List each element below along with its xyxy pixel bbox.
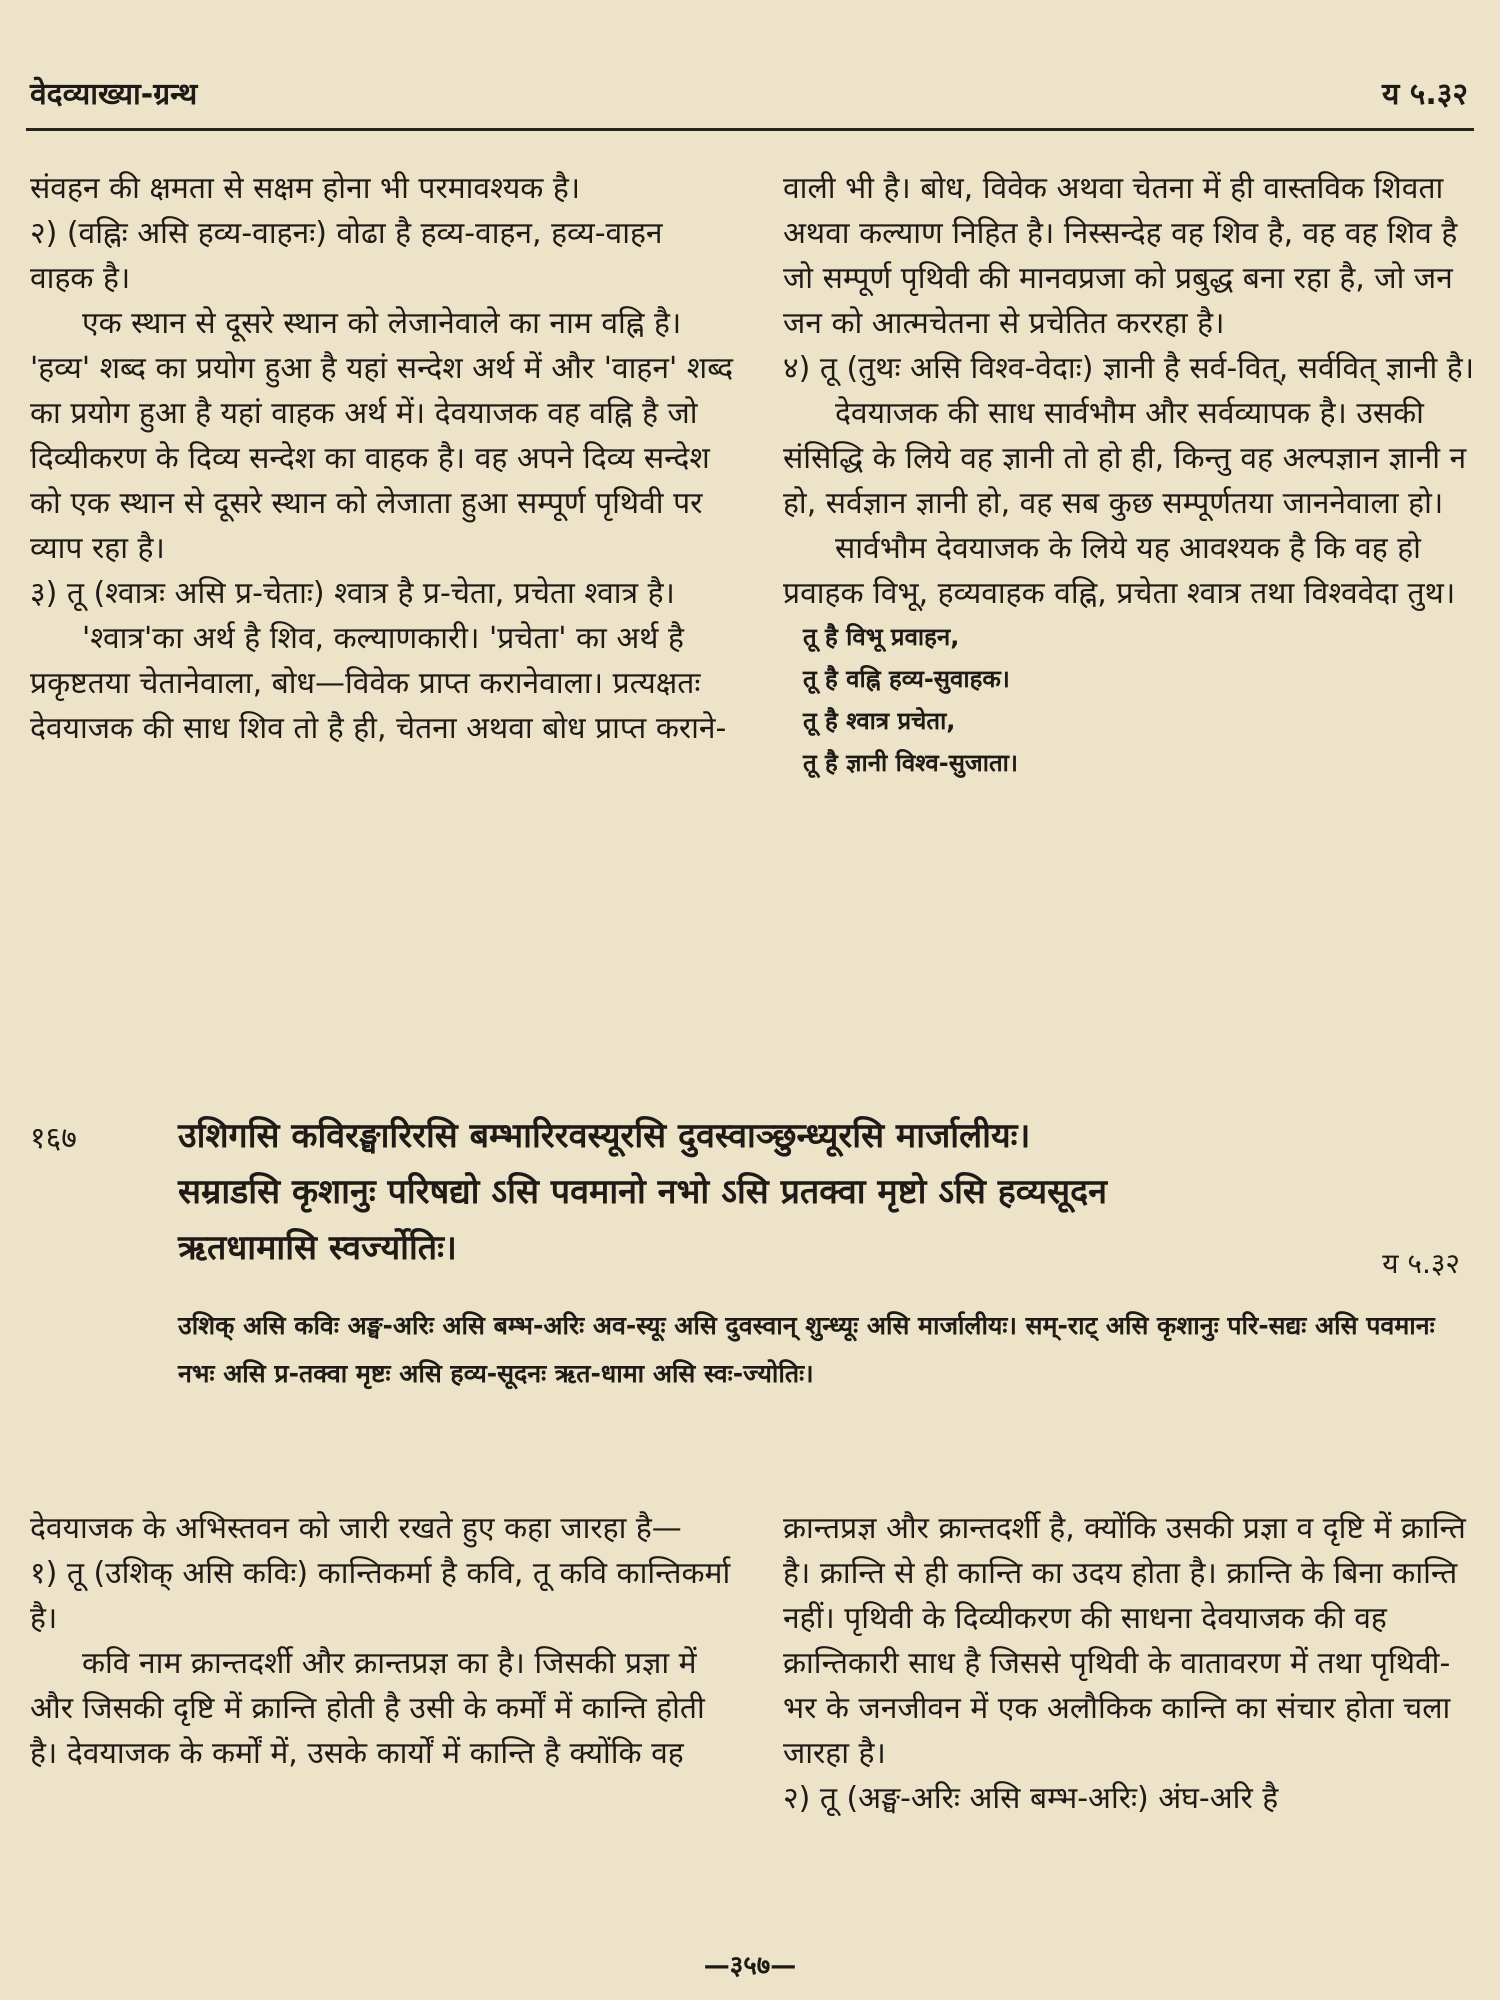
mantra-number: १६७ <box>30 1121 77 1156</box>
page-number: —३५७— <box>703 1951 797 1981</box>
paragraph: कवि नाम क्रान्तदर्शी और क्रान्तप्रज्ञ का है। जिसकी प्रज्ञा में और जिसकी दृष्टि में क्रान्ति होती है उसी के कर्मों में कान्ति होती है। देवयाजक के कर्मों में, उसके कार्यों में कान्ति है क्योंकि वह <box>30 1646 705 1771</box>
paragraph: ४) तू (तुथः असि विश्व-वेदाः) ज्ञानी है सर्व-वित्, सर्ववित् ज्ञानी है। <box>783 351 1475 386</box>
paragraph: देवयाजक के अभिस्तवन को जारी रखते हुए कहा जारहा है— <box>30 1511 682 1546</box>
paragraph: देवयाजक की साध सार्वभौम और सर्वव्यापक है। उसकी संसिद्धि के लिये वह ज्ञानी तो हो ही, किन्तु वह अल्पज्ञान ज्ञानी न हो, सर्वज्ञान ज्ञानी हो, वह सब कुछ सम्पूर्णतया जाननेवाला हो। <box>783 396 1467 521</box>
paragraph: ३) तू (श्वात्रः असि प्र-चेताः) श्वात्र है प्र-चेता, प्रचेता श्वात्र है। <box>30 576 675 611</box>
paragraph: 'श्वात्र'का अर्थ है शिव, कल्याणकारी। 'प्रचेता' का अर्थ है प्रकृष्टतया चेतानेवाला, बोध—विवेक प्राप्त करानेवाला। प्रत्यक्षतः देवयाजक की साध शिव तो है ही, चेतना अथवा बोध प्राप्त कराने- <box>30 621 727 746</box>
verse-line: तू है विभू प्रवाहन, <box>803 623 960 651</box>
paragraph: १) तू (उशिक् असि कविः) कान्तिकर्मा है कवि, तू कवि कान्तिकर्मा है। <box>30 1556 731 1636</box>
top-left-column <box>30 166 735 751</box>
paragraph: २) तू (अङ्घ-अरिः असि बम्भ-अरिः) अंघ-अरि है <box>783 1781 1279 1816</box>
verse-line: तू है श्वात्र प्रचेता, <box>803 707 956 735</box>
paragraph: क्रान्तप्रज्ञ और क्रान्तदर्शी है, क्योंकि उसकी प्रज्ञा व दृष्टि में क्रान्ति है। क्रान्ति से ही कान्ति का उदय होता है। क्रान्ति के बिना कान्ति नहीं। पृथिवी के दिव्यीकरण की साधना देवयाजक की वह क्रान्तिकारी साध है जिससे पृथिवी के वातावरण में तथा पृथिवी-भर के जनजीवन में एक अलौकिक कान्ति का संचार होता चला जारहा है। <box>783 1511 1466 1771</box>
mantra-line: सम्राडसि कृशानुः परिषद्यो ऽसि पवमानो नभो ऽसि प्रतक्वा मृष्टो ऽसि हव्यसूदन <box>178 1172 1108 1212</box>
mantra-line: उशिगसि कविरङ्घारिरसि बम्भारिरवस्यूरसि दुवस्वाञ्छुन्ध्यूरसि मार्जालीयः। <box>178 1116 1031 1156</box>
paragraph: एक स्थान से दूसरे स्थान को लेजानेवाले का नाम वह्नि है। 'हव्य' शब्द का प्रयोग हुआ है यहां सन्देश अर्थ में और 'वाहन' शब्द का प्रयोग हुआ है यहां वाहक अर्थ में। देवयाजक वह वह्नि है जो दिव्यीकरण के दिव्य सन्देश का वाहक है। वह अपने दिव्य सन्देश को एक स्थान से दूसरे स्थान को लेजाता हुआ सम्पूर्ण पृथिवी पर व्याप रहा है। <box>30 306 734 566</box>
running-header-title: वेदव्याख्या-ग्रन्थ <box>30 77 198 112</box>
header-rule <box>26 128 1474 131</box>
mantra-reference: य ५.३२ <box>1382 1247 1460 1280</box>
mantra-text <box>178 1108 1478 1276</box>
running-header-reference: य ५.३२ <box>1381 77 1468 112</box>
top-right-column <box>783 166 1478 784</box>
verse-line: तू है ज्ञानी विश्व-सुजाता। <box>803 749 1018 777</box>
mantra-line: ऋतधामासि स्वर्ज्योतिः। <box>178 1228 457 1268</box>
paragraph: २) (वह्निः असि हव्य-वाहनः) वोढा है हव्य-वाहन, हव्य-वाहन वाहक है। <box>30 216 663 296</box>
verse-line: तू है वह्नि हव्य-सुवाहक। <box>803 665 1010 693</box>
paragraph: सार्वभौम देवयाजक के लिये यह आवश्यक है कि वह हो प्रवाहक विभू, हव्यवाहक वह्नि, प्रचेता श्वात्र तथा विश्ववेदा तुथ। <box>783 531 1456 611</box>
bottom-right-column <box>783 1506 1478 1821</box>
bottom-left-column <box>30 1506 735 1776</box>
paragraph: संवहन की क्षमता से सक्षम होना भी परमावश्यक है। <box>30 171 581 206</box>
paragraph: वाली भी है। बोध, विवेक अथवा चेतना में ही वास्तविक शिवता अथवा कल्याण निहित है। निस्सन्देह वह शिव है, वह वह शिव है जो सम्पूर्ण पृथिवी की मानवप्रजा को प्रबुद्ध बना रहा है, जो जन जन को आत्मचेतना से प्रचेतित कररहा है। <box>783 171 1458 341</box>
padapatha-text: उशिक् असि कविः अङ्घ-अरिः असि बम्भ-अरिः अव-स्यूः असि दुवस्वान् शुन्ध्यूः असि मार्जालीयः। सम्-राट् असि कृशानुः परि-सद्यः असि पवमानः नभः असि प्र-तक्वा मृष्टः असि हव्य-सूदनः ऋत-धामा असि स्वः-ज्योतिः। <box>178 1311 1435 1388</box>
